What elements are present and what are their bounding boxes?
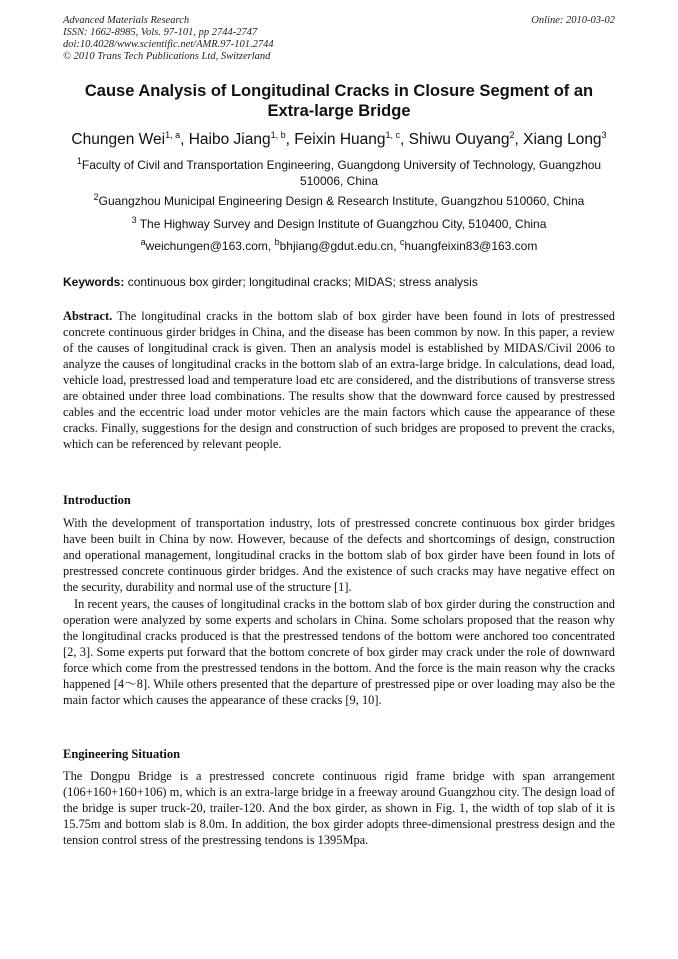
title-line-1: Cause Analysis of Longitudinal Cracks in Closure Segment of an bbox=[84, 82, 594, 100]
author-name: Chungen Wei bbox=[71, 131, 166, 148]
affiliation-2-text: Guangzhou Municipal Engineering Design & Research Institute, Guangzhou 510060, China bbox=[98, 194, 585, 208]
title-line-2: Extra-large Bridge bbox=[267, 102, 411, 120]
affiliation-sup: 1 bbox=[76, 156, 82, 166]
affiliation-3 bbox=[63, 216, 615, 232]
online-date: Online: 2010-03-02 bbox=[531, 15, 615, 26]
engineering-situation-paragraph: The Dongpu Bridge is a prestressed concrete continuous rigid frame bridge with span arrangement (106+160+160+106) m, which is an extra-large bridge in a freeway around Guangzhou city. The design load of the bridge is super truck-20, trailer-120. And the box girder, as shown in Fig. 1, the width of top slab of it is 15.75m and bottom slab is 8.0m. In addition, the box girder adopts three-dimensional prestress design and the tension control stress of the prestressing tendons is 1395Mpa. bbox=[63, 769, 615, 847]
affiliation-2 bbox=[63, 193, 615, 209]
author-sep: , bbox=[514, 131, 524, 148]
abstract-text: The longitudinal cracks in the bottom slab of box girder have been found in lots of prestressed concrete continuous girder bridges in China, and the disease has been common by now. In this paper, a review of the causes of longitudinal crack is given. Then an analysis model is established by MIDAS/Civil 2006 to analyze the causes of longitudinal cracks in the bottom slab of an extra-large bridge. In calculations, dead load, vehicle load, prestressed load and temperature load etc are considered, and the distributions of transverse stress are obtained under three load combinations. The results show that the downward force caused by prestressed cables and the eccentric load under motor vehicles are the main factors which cause the appearance of these cracks. Finally, suggestions for the design and construction of such bridges are proposed to prevent the cracks, which can be referenced by relevant people. bbox=[63, 309, 615, 451]
affiliation-1 bbox=[63, 157, 615, 189]
author-sep: , bbox=[400, 131, 409, 148]
author-name: Feixin Huang bbox=[294, 131, 386, 148]
email-c[interactable]: huangfeixin83@163.com bbox=[404, 239, 538, 253]
affiliation-sup: 2 bbox=[93, 192, 99, 202]
affiliation-1-line-1: Faculty of Civil and Transportation Engineering, Guangdong University of Technology, Guangzhou bbox=[81, 158, 602, 172]
affiliation-sup: 3 bbox=[131, 215, 137, 225]
keywords-label: Keywords: bbox=[63, 275, 125, 289]
abstract-label: Abstract. bbox=[63, 309, 113, 323]
email-b[interactable]: bhjiang@gdut.edu.cn, bbox=[279, 239, 400, 253]
paper-title bbox=[63, 81, 615, 121]
author-name: Xiang Long bbox=[523, 131, 602, 148]
email-sup: a bbox=[140, 237, 146, 247]
author-sup: 2 bbox=[509, 129, 515, 140]
author-sup: 1, b bbox=[270, 129, 286, 140]
introduction-paragraph-1: With the development of transportation industry, lots of prestressed concrete continuous box girder bridges have been built in China by now. However, because of the defects and shortcomings of design, construction and operational management, longitudinal cracks in the bottom slab of box girder have been found in lots of prestressed concrete continuous girder bridges. And the existence of such cracks may have negative effect on the security, durability and normal use of the structure [1]. bbox=[63, 516, 615, 594]
author-name: Shiwu Ouyang bbox=[408, 131, 510, 148]
issn-line: ISSN: 1662-8985, Vols. 97-101, pp 2744-2747 bbox=[63, 27, 258, 38]
affiliation-1-line-2: 510006, China bbox=[299, 174, 379, 188]
journal-header bbox=[63, 15, 615, 63]
author-sep: , bbox=[285, 131, 295, 148]
email-sup: c bbox=[399, 237, 405, 247]
keywords-section bbox=[63, 274, 615, 290]
keywords-text: continuous box girder; longitudinal cracks; MIDAS; stress analysis bbox=[124, 275, 478, 289]
author-sup: 1, c bbox=[385, 129, 401, 140]
introduction-heading: Introduction bbox=[63, 493, 131, 507]
author-sup: 3 bbox=[601, 129, 607, 140]
doi-line[interactable]: doi:10.4028/www.scientific.net/AMR.97-101.2744 bbox=[63, 39, 274, 50]
journal-name: Advanced Materials Research bbox=[63, 15, 190, 26]
abstract-section bbox=[63, 308, 615, 452]
author-sup: 1, a bbox=[165, 129, 181, 140]
author-list bbox=[63, 130, 615, 150]
copyright-line: © 2010 Trans Tech Publications Ltd, Switzerland bbox=[63, 51, 271, 62]
author-emails bbox=[63, 238, 615, 254]
author-sep: , bbox=[180, 131, 189, 148]
affiliation-3-text: The Highway Survey and Design Institute of Guangzhou City, 510400, China bbox=[136, 217, 547, 231]
email-a[interactable]: weichungen@163.com, bbox=[145, 239, 275, 253]
introduction-paragraph-2: In recent years, the causes of longitudinal cracks in the bottom slab of box girder during the construction and operation were analyzed by some experts and scholars in China. Some scholars proposed that the reason why the longitudinal cracks produced is that the prestressed tendons of the bottom were anchored too concentrated [2, 3]. Some experts put forward that the bottom concrete of box girder may crack under the role of downward force which come from the prestressed tendons in the bottom. And the force is the main reason why the cracks happened [4～8]. While others presented that the departure of prestressed pipe or over loading may also be the main factor which causes the appearance of these cracks [9, 10]. bbox=[63, 597, 615, 707]
email-sup: b bbox=[274, 237, 280, 247]
author-name: Haibo Jiang bbox=[188, 131, 271, 148]
engineering-situation-heading: Engineering Situation bbox=[63, 747, 181, 761]
